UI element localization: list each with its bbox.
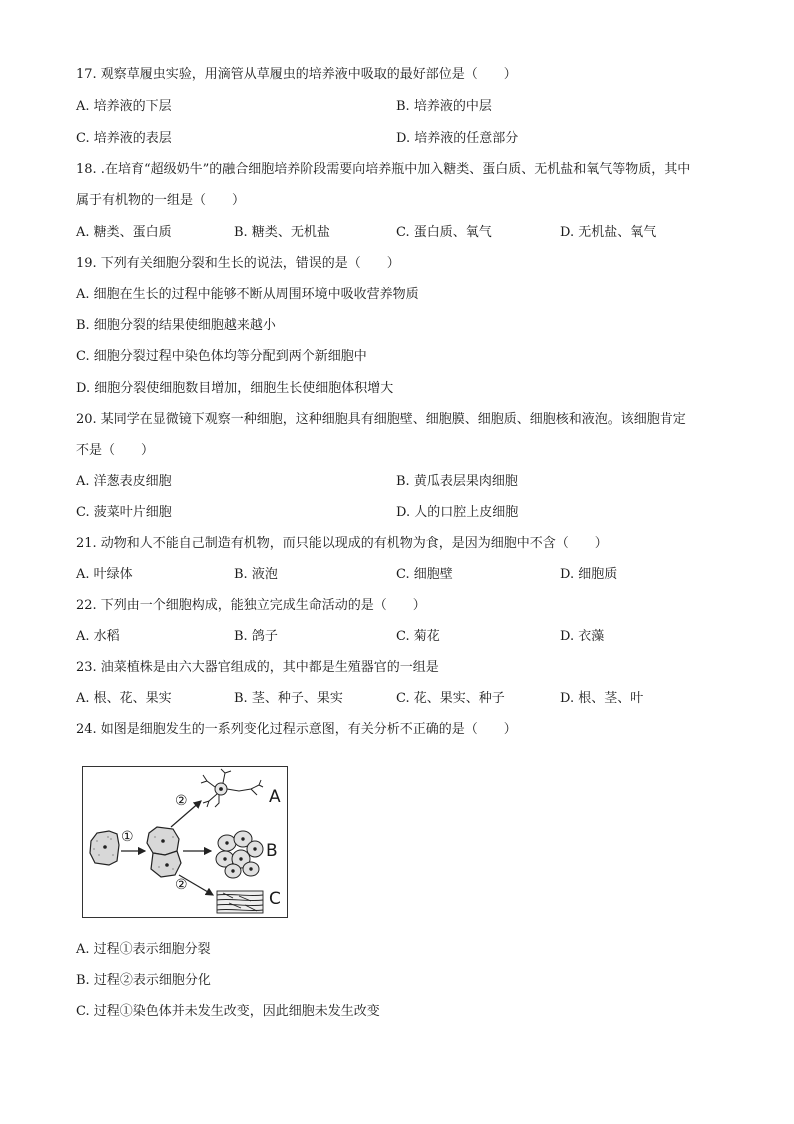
- option-b[interactable]: B. 黄瓜表层果肉细胞: [396, 474, 518, 489]
- divided-cells: [147, 827, 181, 877]
- option-a[interactable]: A. 叶绿体: [76, 567, 133, 582]
- option-d[interactable]: D. 细胞分裂使细胞数目增加，细胞生长使细胞体积增大: [76, 381, 394, 396]
- option-d[interactable]: D. 培养液的任意部分: [396, 131, 519, 146]
- option-c[interactable]: C. 培养液的表层: [76, 131, 172, 146]
- question-17-options-row-1: [76, 98, 754, 116]
- original-cell: [90, 831, 119, 865]
- option-d[interactable]: D. 人的口腔上皮细胞: [396, 505, 519, 520]
- option-c[interactable]: C. 过程①染色体并未发生改变，因此细胞未发生改变: [76, 1004, 380, 1019]
- question-21-options: [76, 566, 754, 584]
- question-20-stem-line-2: 不是（ ）: [76, 443, 155, 458]
- question-20-stem-line-1: 20. 某同学在显微镜下观察一种细胞，这种细胞具有细胞壁、细胞膜、细胞质、细胞核和液泡。该细胞肯定: [76, 412, 686, 427]
- option-a[interactable]: A. 根、花、果实: [76, 691, 172, 706]
- question-24-stem: 24. 如图是细胞发生的一系列变化过程示意图，有关分析不正确的是（ ）: [76, 722, 517, 737]
- question-23-stem: 23. 油菜植株是由六大器官组成的，其中都是生殖器官的一组是: [76, 660, 439, 675]
- question-22-stem: 22. 下列由一个细胞构成，能独立完成生命活动的是（ ）: [76, 598, 426, 613]
- option-c[interactable]: C. 花、果实、种子: [396, 691, 505, 706]
- question-21-stem: 21. 动物和人不能自己制造有机物，而只能以现成的有机物为食，是因为细胞中不含（ ）: [76, 536, 608, 551]
- option-b[interactable]: B. 糖类、无机盐: [234, 225, 330, 240]
- option-d[interactable]: D. 根、茎、叶: [560, 691, 644, 706]
- question-17-stem: 17. 观察草履虫实验，用滴管从草履虫的培养液中吸取的最好部位是（ ）: [76, 67, 517, 82]
- question-18-stem-line-1: 18. .在培育“超级奶牛”的融合细胞培养阶段需要向培养瓶中加入糖类、蛋白质、无机盐和氧气等物质，其中: [76, 162, 691, 177]
- process-2-label-top: ②: [175, 793, 188, 809]
- option-a[interactable]: A. 培养液的下层: [76, 99, 172, 114]
- question-20-options-row-1: [76, 473, 754, 491]
- option-a[interactable]: A. 洋葱表皮细胞: [76, 474, 172, 489]
- label-b: B: [266, 841, 278, 861]
- question-18-stem-line-2: 属于有机物的一组是（ ）: [76, 193, 246, 208]
- option-c[interactable]: C. 细胞壁: [396, 567, 453, 582]
- option-a[interactable]: A. 糖类、蛋白质: [76, 225, 172, 240]
- process-1-label: ①: [121, 829, 134, 845]
- option-a[interactable]: A. 细胞在生长的过程中能够不断从周围环境中吸收营养物质: [76, 287, 419, 302]
- option-b[interactable]: B. 过程②表示细胞分化: [76, 973, 211, 988]
- option-c[interactable]: C. 蛋白质、氧气: [396, 225, 492, 240]
- process-2-label-bottom: ②: [175, 877, 188, 893]
- question-19-stem: 19. 下列有关细胞分裂和生长的说法，错误的是（ ）: [76, 256, 400, 271]
- option-d[interactable]: D. 细胞质: [560, 567, 618, 582]
- option-c[interactable]: C. 细胞分裂过程中染色体均等分配到两个新细胞中: [76, 349, 367, 364]
- option-b[interactable]: B. 茎、种子、果实: [234, 691, 343, 706]
- option-a[interactable]: A. 过程①表示细胞分裂: [76, 942, 211, 957]
- option-c[interactable]: C. 菠菜叶片细胞: [76, 505, 172, 520]
- option-b[interactable]: B. 液泡: [234, 567, 278, 582]
- question-20-options-row-2: [76, 504, 754, 522]
- option-d[interactable]: D. 衣藻: [560, 629, 605, 644]
- option-b[interactable]: B. 鸽子: [234, 629, 278, 644]
- question-23-options: [76, 690, 754, 708]
- cell-process-diagram: [82, 766, 288, 918]
- question-17-options-row-2: [76, 130, 754, 148]
- label-a: A: [269, 787, 281, 807]
- option-b[interactable]: B. 培养液的中层: [396, 99, 492, 114]
- question-22-options: [76, 628, 754, 646]
- muscle-cells-c: [217, 891, 263, 913]
- label-c: C: [269, 889, 281, 909]
- option-c[interactable]: C. 菊花: [396, 629, 440, 644]
- epithelial-cells-b: [216, 831, 263, 878]
- neuron-cell-a: [201, 769, 263, 807]
- question-18-options: [76, 224, 754, 242]
- option-a[interactable]: A. 水稻: [76, 629, 120, 644]
- option-b[interactable]: B. 细胞分裂的结果使细胞越来越小: [76, 318, 276, 333]
- option-d[interactable]: D. 无机盐、氧气: [560, 225, 657, 240]
